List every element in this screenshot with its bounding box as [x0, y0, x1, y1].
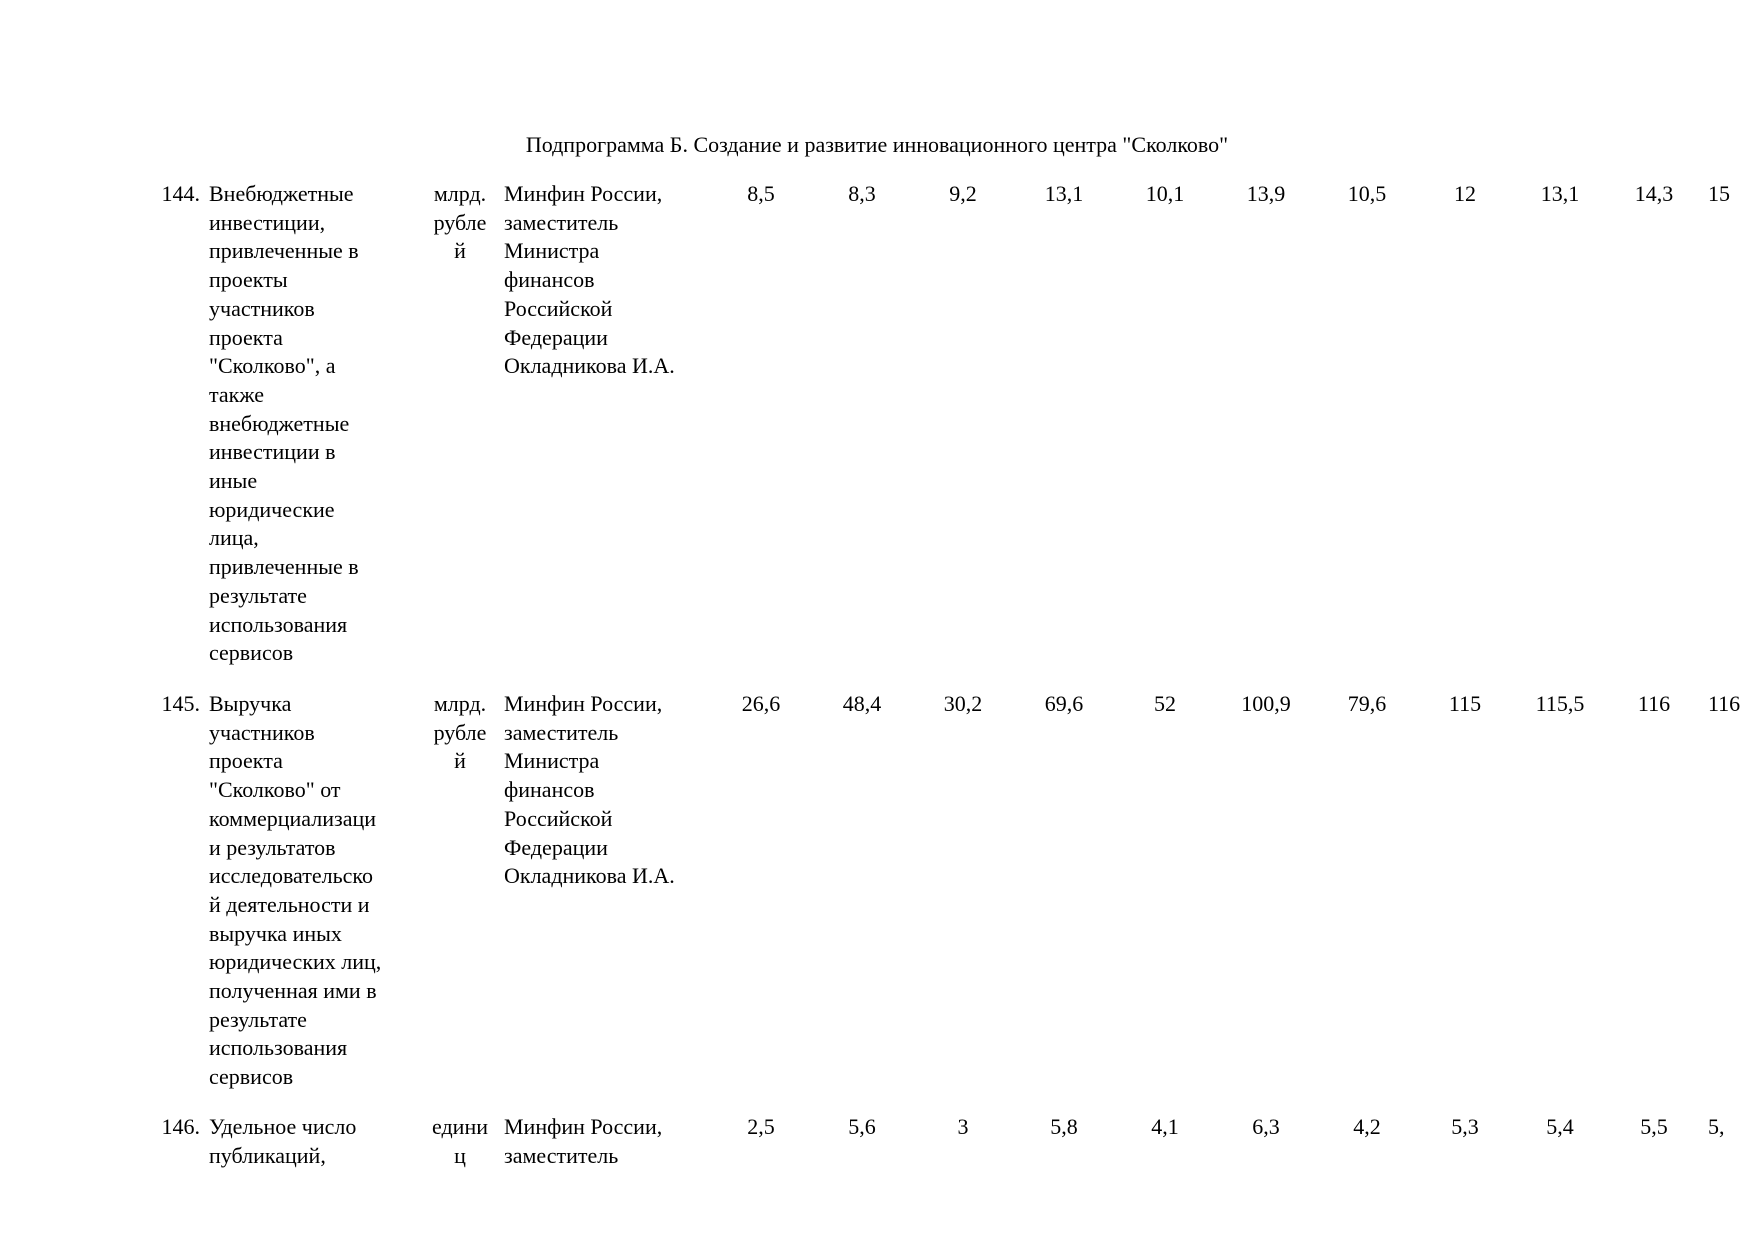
- responsible-party: Минфин России, заместитель: [504, 1114, 663, 1168]
- value-cell: 115: [1448, 691, 1482, 716]
- value-cell: 69,6: [1044, 691, 1084, 716]
- value-cell: 15: [1708, 181, 1730, 206]
- row-number: 144.: [161, 181, 200, 206]
- value-cell: 14,3: [1634, 181, 1674, 206]
- unit-of-measure: едини ц: [432, 1114, 488, 1168]
- value-cell: 10,1: [1145, 181, 1185, 206]
- value-cell: 8,3: [848, 181, 876, 206]
- value-cell: 48,4: [842, 691, 882, 716]
- value-cell: 100,9: [1241, 691, 1291, 716]
- unit-of-measure: млрд. рубле й: [433, 181, 487, 264]
- value-cell: 4,2: [1353, 1114, 1381, 1139]
- value-cell: 10,5: [1347, 181, 1387, 206]
- value-cell: 5,5: [1640, 1114, 1668, 1139]
- value-cell: 13,1: [1044, 181, 1084, 206]
- value-cell: 116: [1637, 691, 1671, 716]
- value-cell: 5,8: [1050, 1114, 1078, 1139]
- indicator-name: Удельное число публикаций,: [209, 1114, 357, 1168]
- value-cell: 13,1: [1540, 181, 1580, 206]
- value-cell: 5,6: [848, 1114, 876, 1139]
- value-cell: 30,2: [943, 691, 983, 716]
- value-cell: 2,5: [747, 1114, 775, 1139]
- value-cell: 12: [1454, 181, 1476, 206]
- value-cell: 3: [957, 1114, 969, 1139]
- value-cell: 5,3: [1451, 1114, 1479, 1139]
- value-cell: 79,6: [1347, 691, 1387, 716]
- row-number: 146.: [161, 1114, 200, 1139]
- indicator-name: Внебюджетные инвестиции, привлеченные в проекты участников проекта "Сколково", а также внебюджетные инвестиции в иные юридические лица, привлеченные в результате использования сервисов: [209, 181, 359, 666]
- value-cell: 26,6: [741, 691, 781, 716]
- row-number: 145.: [161, 691, 200, 716]
- value-cell: 115,5: [1535, 691, 1585, 716]
- value-cell: 116: [1708, 691, 1741, 716]
- value-cell: 52: [1154, 691, 1176, 716]
- responsible-party: Минфин России, заместитель Министра финансов Российской Федерации Окладникова И.А.: [504, 691, 675, 889]
- unit-of-measure: млрд. рубле й: [433, 691, 487, 774]
- value-cell: 8,5: [747, 181, 775, 206]
- value-cell: 6,3: [1252, 1114, 1280, 1139]
- value-cell: 5,: [1708, 1114, 1725, 1139]
- value-cell: 13,9: [1246, 181, 1286, 206]
- subprogram-title: Подпрограмма Б. Создание и развитие инновационного центра "Сколково": [525, 132, 1229, 157]
- value-cell: 5,4: [1546, 1114, 1574, 1139]
- value-cell: 9,2: [949, 181, 977, 206]
- responsible-party: Минфин России, заместитель Министра финансов Российской Федерации Окладникова И.А.: [504, 181, 675, 379]
- value-cell: 4,1: [1151, 1114, 1179, 1139]
- indicator-name: Выручка участников проекта "Сколково" от коммерциализаци и результатов исследовательско й деятельности и выручка иных юридических лиц, полученная ими в результате использования сервисов: [209, 691, 382, 1090]
